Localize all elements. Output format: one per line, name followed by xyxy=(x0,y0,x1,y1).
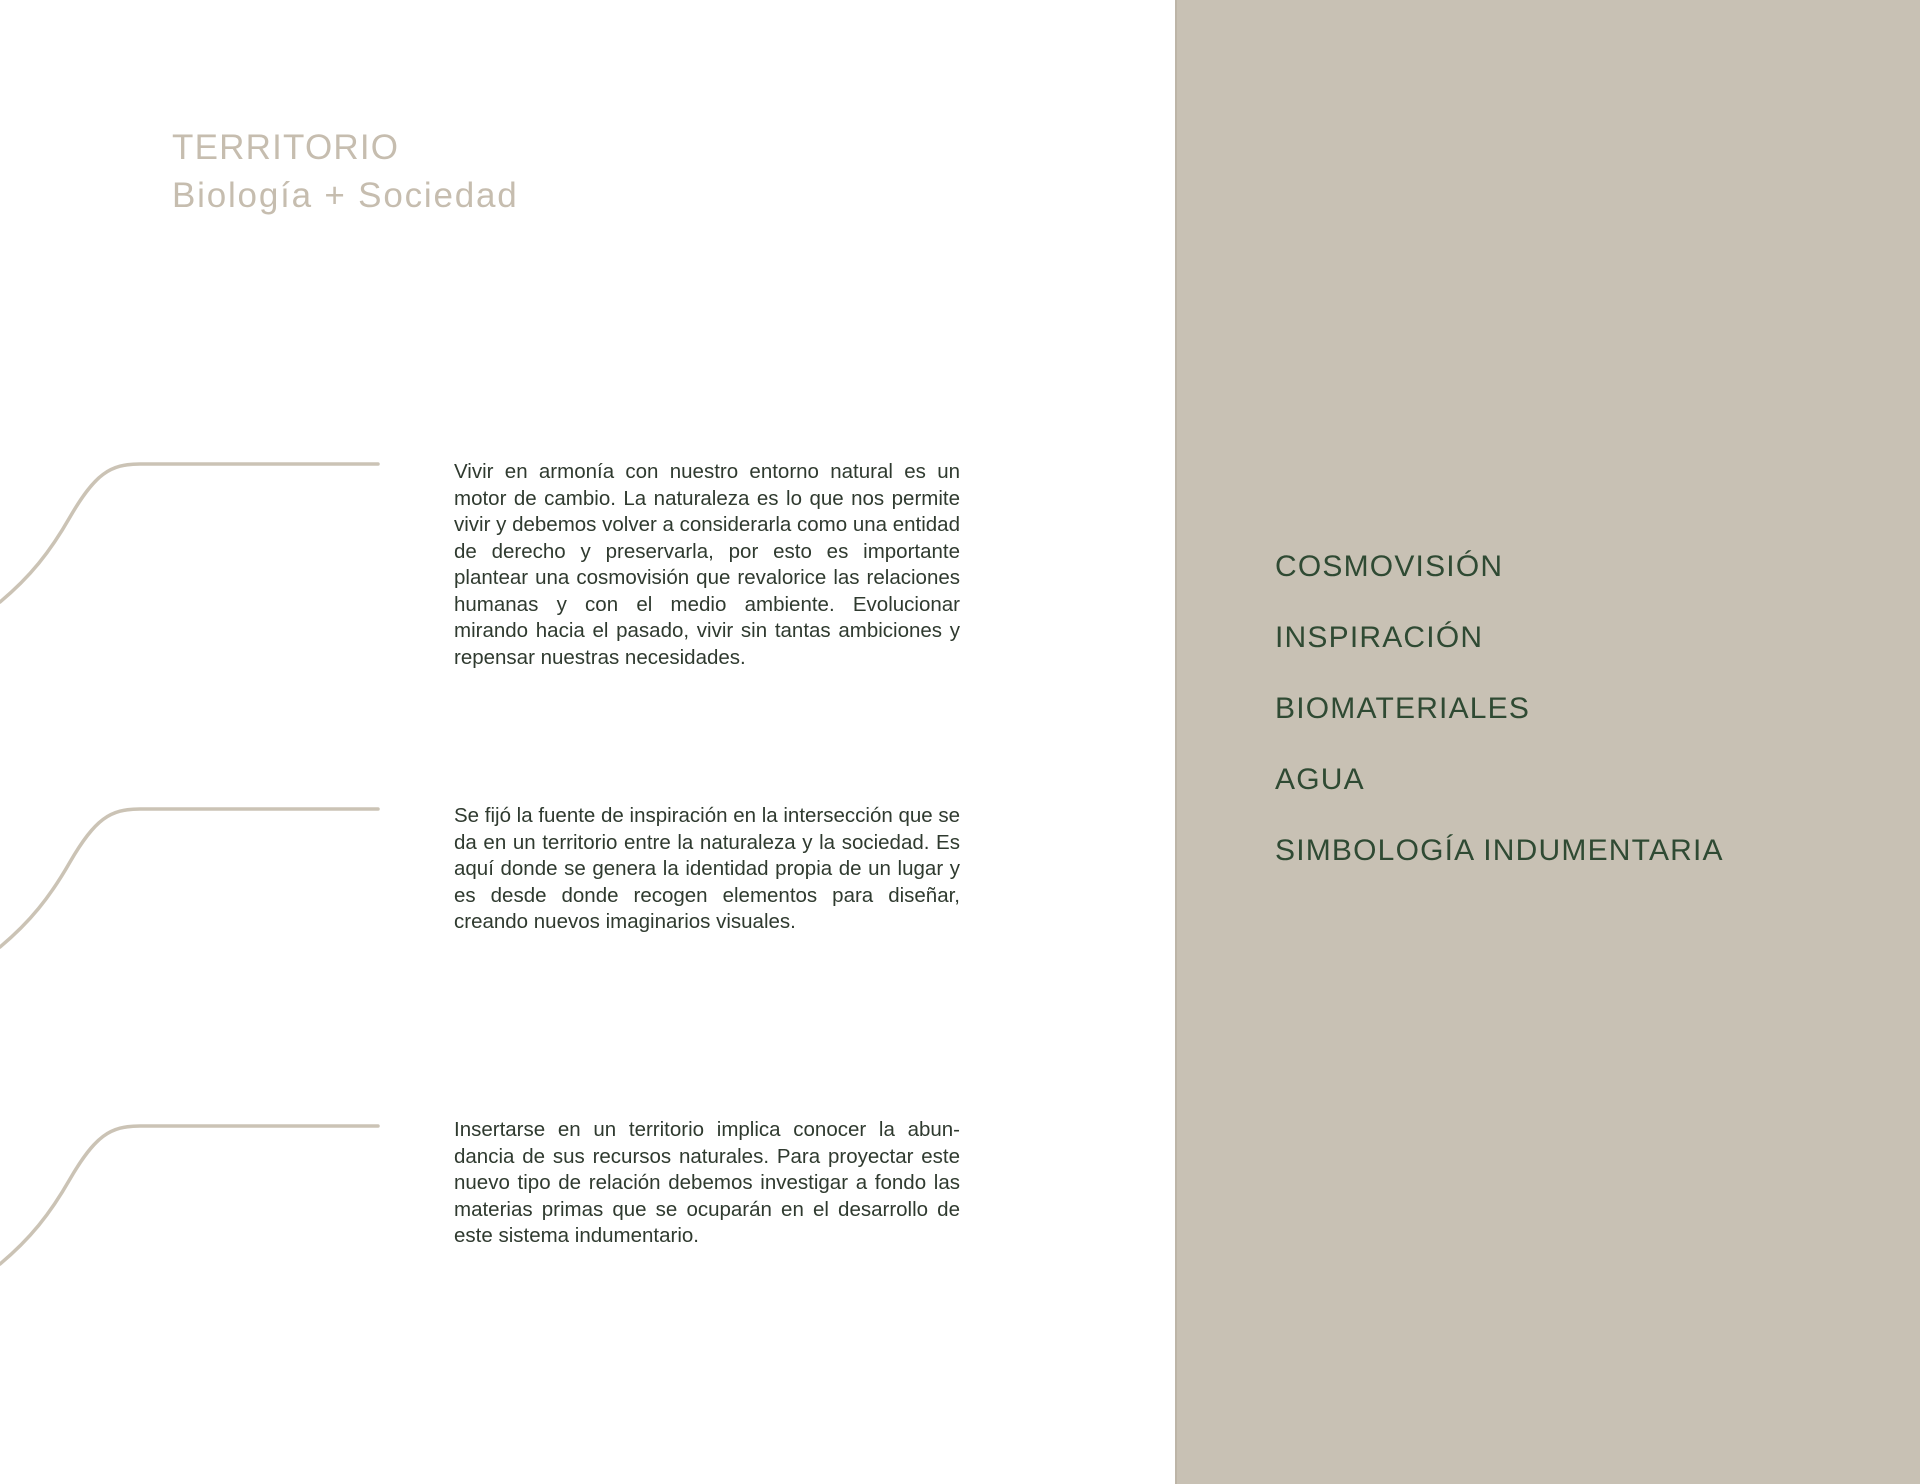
topic-agua: AGUA xyxy=(1275,763,1365,796)
topic-simbologia-indumentaria: SIMBOLOGÍA INDUMENTARIA xyxy=(1275,834,1724,867)
topic-biomateriales: BIOMATERIALES xyxy=(1275,692,1531,725)
topic-cosmovision: COSMOVISIÓN xyxy=(1275,550,1504,583)
topics-list xyxy=(1275,552,1724,907)
section-body-recursos: Insertarse en un territorio implica conocer la abundancia de sus recursos naturales. Para proyectar este nuevo tipo de relación debemos investigar a fondo las materias primas que se ocuparán en el desarrollo de este sistema indumentario. xyxy=(454,1118,960,1247)
curve-connector-recursos xyxy=(0,1114,380,1274)
curve-connector-identidad xyxy=(0,797,380,957)
topic-inspiracion: INSPIRACIÓN xyxy=(1275,621,1484,654)
page-title: TERRITORIO xyxy=(172,128,400,167)
section-body-cosmovision: Vivir en armonía con nuestro entorno natural es un motor de cambio. La naturaleza es lo que nos permite vivir y debemos volver a considerarla como una entidad de derecho y preservarla, por esto es importante plantear una cosmovisión que revalorice las relaciones humanas y con el medio ambiente. Evolucionar mirando hacia el pasado, vivir sin tantas ambiciones y repensar nuestras necesidades. xyxy=(454,460,960,669)
section-body-identidad: Se fijó la fuente de inspiración en la intersección que se da en un territorio entre la naturaleza y la sociedad. Es aquí donde se genera la identidad propia de un lugar y es desde donde recogen elementos para diseñar, creando nuevos imaginarios visuales. xyxy=(454,804,960,933)
curve-connector-cosmovision xyxy=(0,452,380,612)
page-subtitle: Biología + Sociedad xyxy=(172,176,519,215)
